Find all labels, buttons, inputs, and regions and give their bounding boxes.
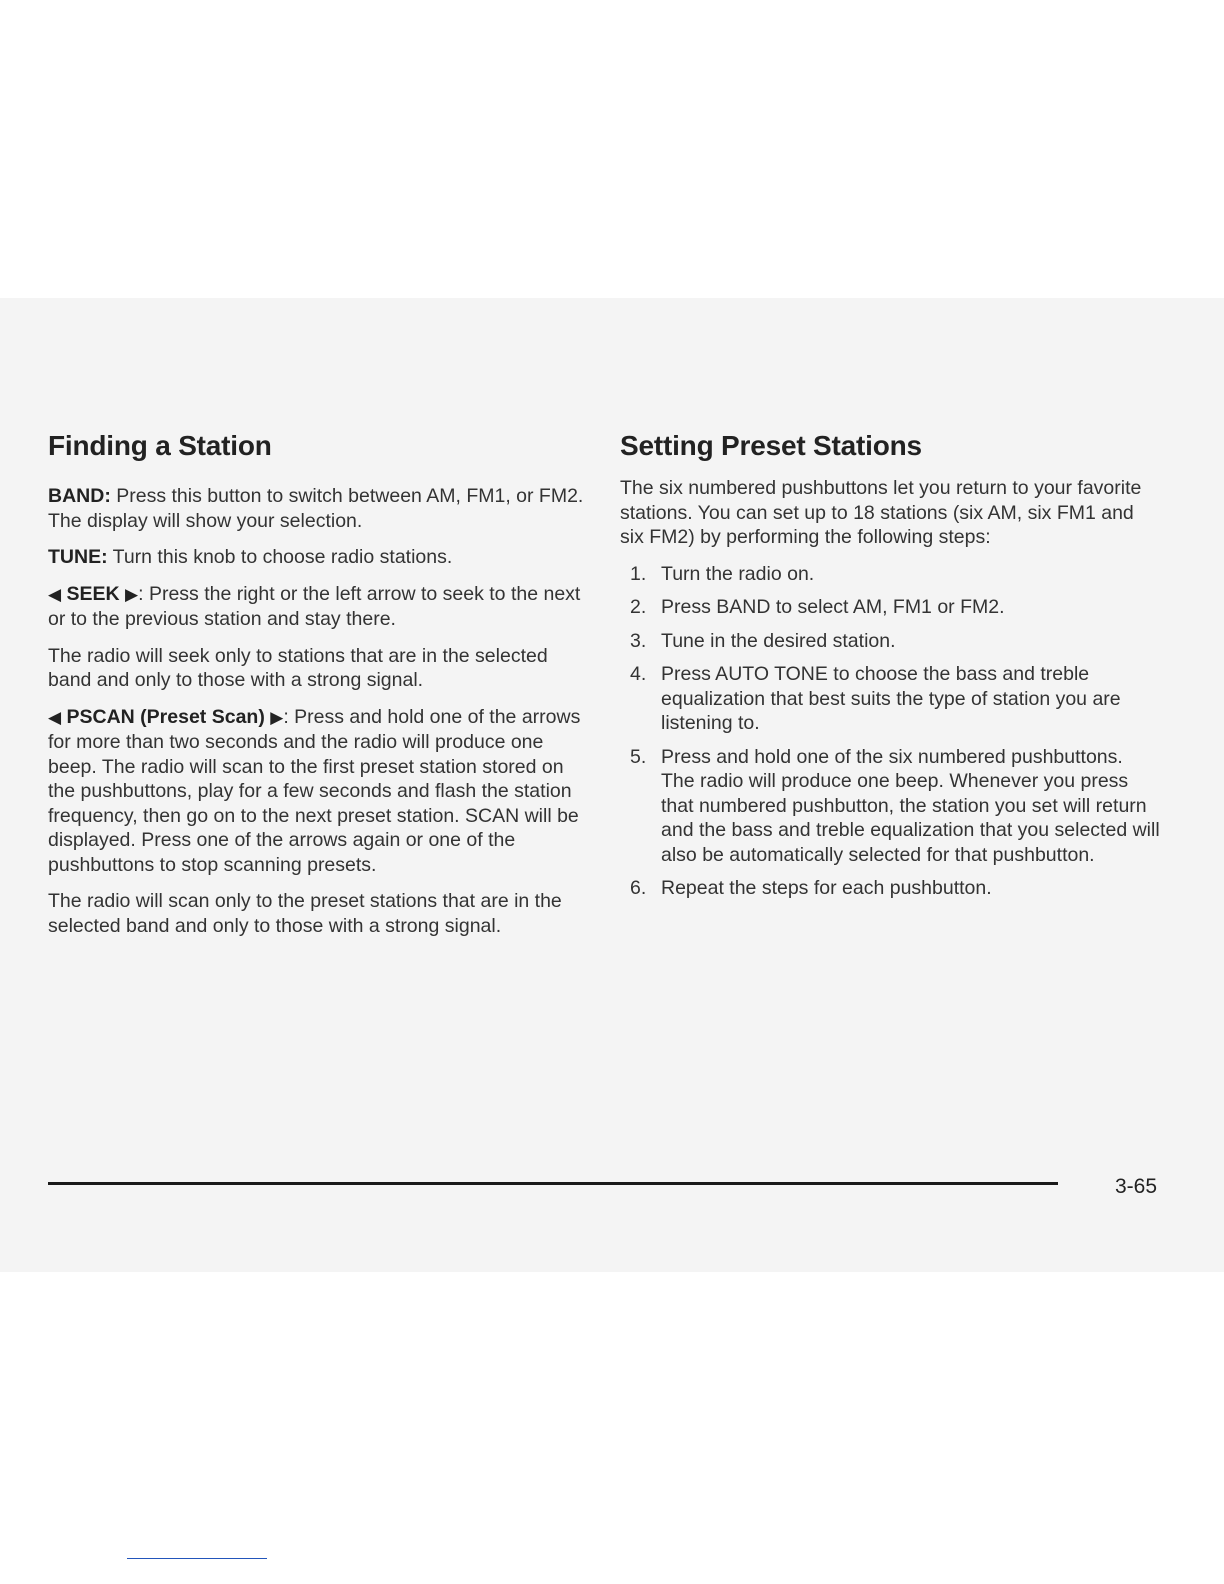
- footer-divider: [48, 1182, 1058, 1185]
- preset-intro-paragraph: The six numbered pushbuttons let you return to your favorite stations. You can set up to 18 stations (six AM, six FM1 and six FM2) by performing the following steps:: [620, 477, 1142, 548]
- seek-text: : Press the right or the left arrow to seek to the next or to the previous station and stay there.: [48, 582, 581, 630]
- band-term: BAND:: [48, 485, 111, 507]
- section-title-finding-a-station: Finding a Station: [48, 430, 272, 461]
- link-underline: [127, 1558, 267, 1559]
- step-number: 2.: [630, 596, 647, 618]
- pscan-text: : Press and hold one of the arrows for more than two seconds and the radio will produce one beep. The radio will scan to the first preset station stored on the pushbuttons, play for a few seconds and flash the station frequency, then go on to the next preset station. SCAN will be displayed. Press one of the arrows again or one of the pushbuttons to stop scanning presets.: [48, 705, 581, 876]
- section-title-setting-preset-stations: Setting Preset Stations: [620, 430, 922, 461]
- seek-note-paragraph: The radio will seek only to stations that are in the selected band and only to those with a strong signal.: [48, 644, 548, 691]
- left-arrow-icon: ◀: [48, 584, 62, 604]
- pscan-term: PSCAN (Preset Scan): [66, 705, 265, 728]
- band-text: Press this button to switch between AM, FM1, or FM2. The display will show your selection.: [48, 485, 584, 532]
- pscan-paragraph: [48, 705, 593, 878]
- step-text: Press AUTO TONE to choose the bass and treble equalization that best suits the type of station you are listening to.: [661, 663, 1121, 734]
- tune-text: Turn this knob to choose radio stations.: [107, 546, 453, 568]
- step-number: 3.: [630, 629, 647, 652]
- list-item: [620, 876, 1160, 901]
- band-paragraph: [48, 484, 593, 533]
- list-item: [620, 562, 1160, 587]
- step-text: Turn the radio on.: [661, 562, 815, 585]
- tune-paragraph: [48, 545, 593, 570]
- tune-term: TUNE:: [48, 546, 108, 568]
- list-item: [620, 595, 1160, 620]
- step-number: 6.: [630, 877, 647, 899]
- seek-term: SEEK: [66, 582, 120, 605]
- step-number: 4.: [630, 663, 647, 685]
- right-arrow-icon: ▶: [125, 584, 139, 604]
- step-text: Tune in the desired station.: [661, 629, 896, 652]
- step-number: 5.: [630, 745, 647, 768]
- setting-preset-stations-section: [620, 430, 1160, 910]
- page-number: 3-65: [1115, 1175, 1158, 1198]
- seek-paragraph: [48, 582, 593, 632]
- list-item: [620, 662, 1160, 736]
- step-number: 1.: [630, 562, 647, 585]
- step-text: Press and hold one of the six numbered pushbuttons. The radio will produce one beep. Whenever you press that numbered pushbutton, the station you set will return and the bass and treble equalization that you selected will also be automatically selected for that pushbutton.: [661, 745, 1160, 866]
- list-item: [620, 745, 1160, 868]
- step-text: Press BAND to select AM, FM1 or FM2.: [661, 596, 1005, 618]
- list-item: [620, 629, 1160, 654]
- step-text: Repeat the steps for each pushbutton.: [661, 877, 992, 899]
- right-arrow-icon: ▶: [270, 707, 284, 727]
- left-arrow-icon: ◀: [48, 707, 62, 727]
- finding-a-station-section: [48, 430, 593, 950]
- pscan-note-paragraph: The radio will scan only to the preset stations that are in the selected band and only to those with a strong signal.: [48, 890, 562, 937]
- preset-steps-list: [620, 562, 1160, 901]
